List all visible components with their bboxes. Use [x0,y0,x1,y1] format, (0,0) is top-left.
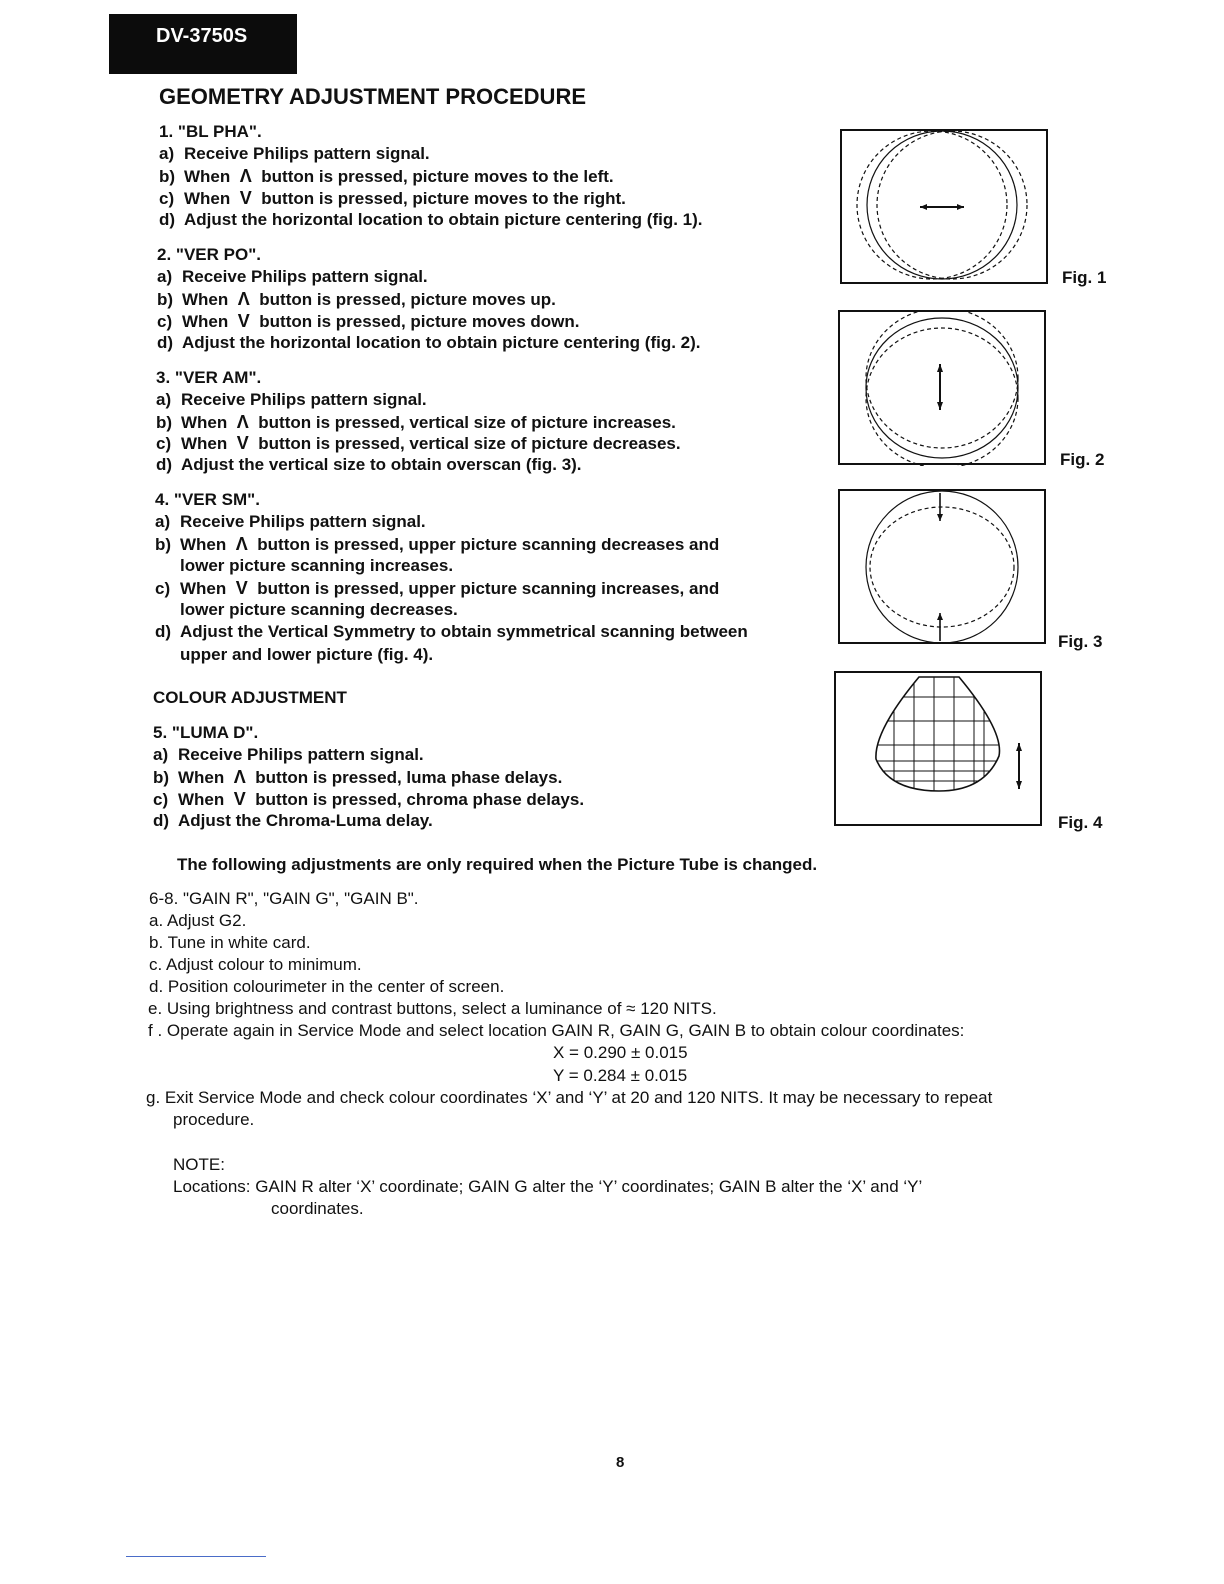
step-text: When [181,434,228,453]
note-text: Locations: GAIN R alter ‘X’ coordinate; GAIN G alter the ‘Y’ coordinates; GAIN B alter the ‘X’ and ‘Y’ [173,1177,923,1196]
step-text: When [178,790,225,809]
down-button-icon: V [239,188,252,208]
sec4-step-d-cont: upper and lower picture (fig. 4). [180,645,434,664]
step-label: b) [157,290,174,309]
sec6-step-c: c. Adjust colour to minimum. [149,955,362,974]
step-text: button is pressed, upper picture scanning increases, and [257,579,720,598]
sec1-head: 1. "BL PHA". [159,122,262,141]
figure-1-label: Fig. 1 [1062,268,1107,287]
sec1-step-c [159,188,626,209]
sec6-step-e: e. Using brightness and contrast buttons, select a luminance of ≈ 120 NITS. [148,999,717,1018]
note-heading: NOTE: [173,1155,225,1174]
step-text: Adjust the horizontal location to obtain picture centering (fig. 1). [184,210,703,229]
step-text: When [182,312,229,331]
step-text: Receive Philips pattern signal. [181,390,427,409]
step-text: Receive Philips pattern signal. [180,512,426,531]
sec6-step-d: d. Position colourimeter in the center of screen. [149,977,505,996]
step-text: When [178,768,225,787]
sec5-step-a [153,745,424,765]
sec1-step-b [159,166,614,187]
sec2-step-a [157,267,428,287]
step-text: button is pressed, picture moves down. [259,312,580,331]
step-label: c) [155,579,171,598]
down-button-icon: V [236,433,249,453]
sec6-step-g: g. Exit Service Mode and check colour coordinates ‘X’ and ‘Y’ at 20 and 120 NITS. It may be necessary to repeat [146,1088,993,1107]
step-label: d) [159,210,176,229]
sec4-step-b [155,534,719,555]
step-text: button is pressed, upper picture scanning decreases and [257,535,720,554]
step-label: b) [153,768,170,787]
step-label: a) [155,512,171,531]
step-label: c) [157,312,173,331]
step-text: button is pressed, chroma phase delays. [255,790,585,809]
up-button-icon: Λ [235,534,248,554]
step-text: Receive Philips pattern signal. [184,144,430,163]
step-label: a) [157,267,173,286]
model-tag [109,14,297,74]
figure-4-label: Fig. 4 [1058,813,1103,832]
step-text: When [180,535,227,554]
bottom-rule [126,1556,266,1557]
step-text: Adjust the Chroma-Luma delay. [178,811,433,830]
step-label: d) [153,811,170,830]
sec2-step-b [157,289,556,310]
step-text: button is pressed, luma phase delays. [255,768,563,787]
sec5-head: 5. "LUMA D". [153,723,259,742]
sec3-step-a [156,390,427,410]
step-text: Receive Philips pattern signal. [182,267,428,286]
step-text: Receive Philips pattern signal. [178,745,424,764]
sec1-step-a [159,144,430,164]
sec3-step-b [156,412,676,433]
figure-2-label: Fig. 2 [1060,450,1105,469]
sec4-step-d [155,622,748,642]
page-number: 8 [616,1454,625,1471]
step-text: button is pressed, vertical size of picture increases. [258,413,676,432]
up-button-icon: Λ [237,289,250,309]
down-button-icon: V [233,789,246,809]
sec4-step-a [155,512,426,532]
step-label: d) [157,333,174,352]
model-number: DV-3750S [156,25,248,47]
step-text: When [184,167,231,186]
figure-3-diagram [838,489,1047,645]
coordinate-x: X = 0.290 ± 0.015 [553,1043,688,1062]
sec5-step-c [153,789,584,810]
figure-3-label: Fig. 3 [1058,632,1103,651]
sec6-step-g-cont: procedure. [173,1110,255,1129]
colour-adjustment-heading: COLOUR ADJUSTMENT [153,688,347,707]
step-label: b) [155,535,172,554]
step-label: a) [153,745,169,764]
figure-4-diagram [834,671,1043,827]
step-text: button is pressed, vertical size of picture decreases. [258,434,681,453]
sec4-step-c-cont: lower picture scanning decreases. [180,600,458,619]
step-text: When [182,290,229,309]
up-button-icon: Λ [233,767,246,787]
sec4-step-c [155,578,719,599]
note-text-cont: coordinates. [271,1199,364,1218]
sec4-head: 4. "VER SM". [155,490,260,509]
step-text: Adjust the vertical size to obtain overscan (fig. 3). [181,455,582,474]
step-label: c) [153,790,169,809]
up-button-icon: Λ [236,412,249,432]
sec6-step-a: a. Adjust G2. [149,911,247,930]
step-label: c) [156,434,172,453]
sec5-step-b [153,767,562,788]
down-button-icon: V [235,578,248,598]
sec6-head: 6-8. "GAIN R", "GAIN G", "GAIN B". [149,889,419,908]
coordinate-y: Y = 0.284 ± 0.015 [553,1066,688,1085]
sec3-head: 3. "VER AM". [156,368,262,387]
sec1-step-d [159,210,703,230]
picture-tube-notice: The following adjustments are only required when the Picture Tube is changed. [177,855,818,874]
sec2-step-d [157,333,701,353]
step-label: a) [156,390,172,409]
step-label: a) [159,144,175,163]
step-text: Adjust the horizontal location to obtain picture centering (fig. 2). [182,333,701,352]
step-text: When [181,413,228,432]
sec5-step-d [153,811,433,831]
step-text: button is pressed, picture moves to the left. [261,167,614,186]
figure-1-diagram [840,129,1049,285]
sec2-step-c [157,311,580,332]
step-text: Adjust the Vertical Symmetry to obtain symmetrical scanning between [180,622,748,641]
step-text: When [184,189,231,208]
sec3-step-c [156,433,681,454]
sec6-step-f: f . Operate again in Service Mode and select location GAIN R, GAIN G, GAIN B to obtain colour coordinates: [148,1021,965,1040]
sec3-step-d [156,455,582,475]
step-label: b) [159,167,176,186]
down-button-icon: V [237,311,250,331]
up-button-icon: Λ [239,166,252,186]
sec2-head: 2. "VER PO". [157,245,261,264]
step-text: button is pressed, picture moves to the right. [261,189,626,208]
page-title: GEOMETRY ADJUSTMENT PROCEDURE [159,84,587,109]
step-text: When [180,579,227,598]
step-label: d) [156,455,173,474]
figure-2-diagram [838,310,1047,466]
step-label: b) [156,413,173,432]
step-text: button is pressed, picture moves up. [259,290,556,309]
sec4-step-b-cont: lower picture scanning increases. [180,556,454,575]
step-label: c) [159,189,175,208]
step-label: d) [155,622,172,641]
sec6-step-b: b. Tune in white card. [149,933,311,952]
